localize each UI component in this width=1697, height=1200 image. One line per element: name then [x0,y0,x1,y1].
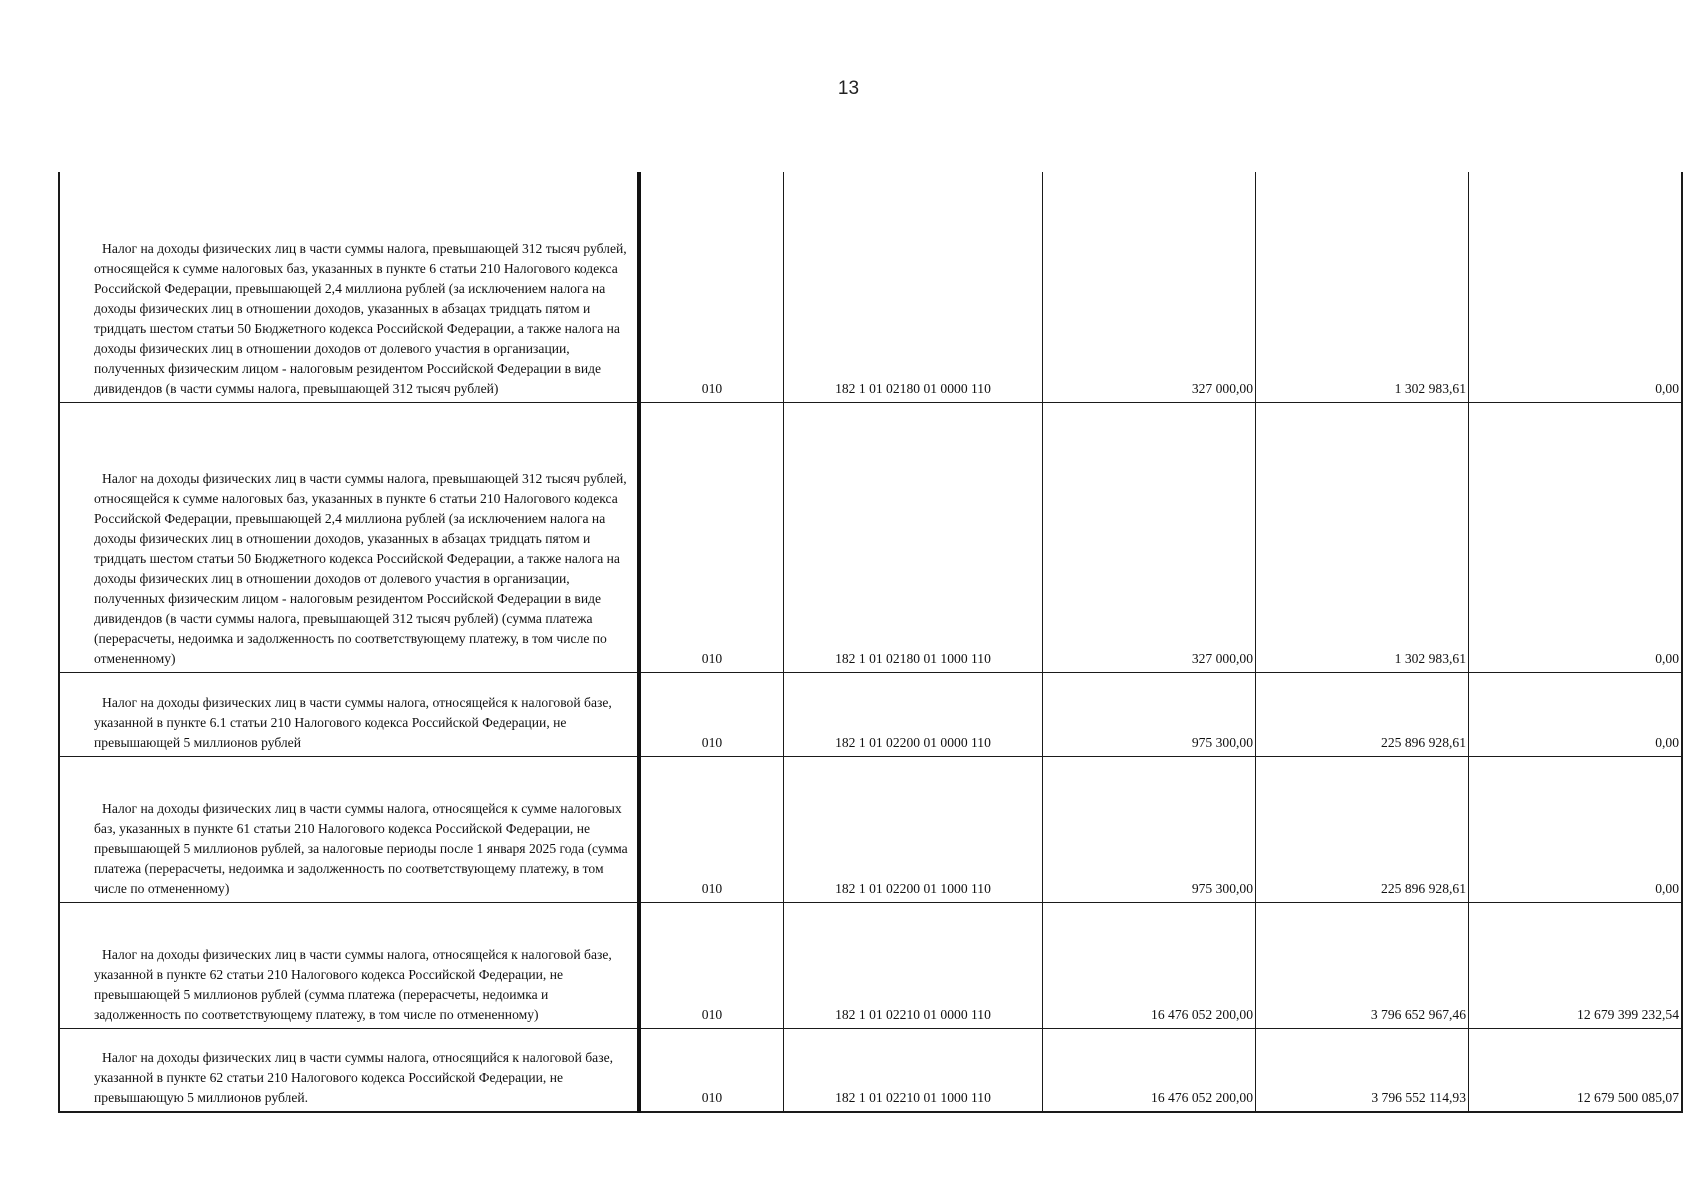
row-executed-amount: 225 896 928,61 [1256,672,1469,756]
table-row [59,672,1682,756]
row-description: Налог на доходы физических лиц в части суммы налога, относящейся к налоговой базе, указанной в пункте 6.1 статьи 210 Налогового кодекса Российской Федерации, не превышающей 5 миллионов рублей [59,672,639,756]
row-unexecuted-amount: 0,00 [1469,672,1683,756]
row-line-code: 010 [639,1028,784,1112]
row-executed-amount: 3 796 652 967,46 [1256,902,1469,1028]
row-executed-amount: 1 302 983,61 [1256,172,1469,402]
row-kbk-code: 182 1 01 02210 01 0000 110 [784,902,1043,1028]
revenue-table [58,172,1683,1113]
row-approved-amount: 16 476 052 200,00 [1043,902,1256,1028]
row-unexecuted-amount: 12 679 500 085,07 [1469,1028,1683,1112]
row-executed-amount: 225 896 928,61 [1256,756,1469,902]
row-approved-amount: 975 300,00 [1043,672,1256,756]
row-description: Налог на доходы физических лиц в части суммы налога, превышающей 312 тысяч рублей, относящейся к сумме налоговых баз, указанных в пункте 6 статьи 210 Налогового кодекса Российской Федерации, превышающей 2,4 миллиона рублей (за исключением налога на доходы физических лиц в отношении доходов, указанных в абзацах тридцать пятом и тридцать шестом статьи 50 Бюджетного кодекса Российской Федерации, а также налога на доходы физических лиц в отношении доходов от долевого участия в организации, полученных физическим лицом - налоговым резидентом Российской Федерации в виде дивидендов (в части суммы налога, превышающей 312 тысяч рублей) [59,172,639,402]
row-kbk-code: 182 1 01 02200 01 1000 110 [784,756,1043,902]
row-kbk-code: 182 1 01 02180 01 1000 110 [784,402,1043,672]
row-description: Налог на доходы физических лиц в части суммы налога, превышающей 312 тысяч рублей, относящейся к сумме налоговых баз, указанных в пункте 6 статьи 210 Налогового кодекса Российской Федерации, превышающей 2,4 миллиона рублей (за исключением налога на доходы физических лиц в отношении доходов, указанных в абзацах тридцать пятом и тридцать шестом статьи 50 Бюджетного кодекса Российской Федерации, а также налога на доходы физических лиц в отношении доходов от долевого участия в организации, полученных физическим лицом - налоговым резидентом Российской Федерации в виде дивидендов (в части суммы налога, превышающей 312 тысяч рублей) (сумма платежа (перерасчеты, недоимка и задолженность по соответствующему платежу, в том числе по отмененному) [59,402,639,672]
row-kbk-code: 182 1 01 02200 01 0000 110 [784,672,1043,756]
row-line-code: 010 [639,756,784,902]
row-line-code: 010 [639,902,784,1028]
row-approved-amount: 975 300,00 [1043,756,1256,902]
row-line-code: 010 [639,402,784,672]
row-executed-amount: 1 302 983,61 [1256,402,1469,672]
page-number: 13 [837,78,860,99]
table-row [59,756,1682,902]
row-description: Налог на доходы физических лиц в части суммы налога, относящийся к налоговой базе, указанной в пункте 62 статьи 210 Налогового кодекса Российской Федерации, не превышающую 5 миллионов рублей. [59,1028,639,1112]
row-line-code: 010 [639,172,784,402]
table-row [59,902,1682,1028]
row-approved-amount: 16 476 052 200,00 [1043,1028,1256,1112]
row-description: Налог на доходы физических лиц в части суммы налога, относящейся к налоговой базе, указанной в пункте 62 статьи 210 Налогового кодекса Российской Федерации, не превышающей 5 миллионов рублей (сумма платежа (перерасчеты, недоимка и задолженность по соответствующему платежу, в том числе по отмененному) [59,902,639,1028]
row-approved-amount: 327 000,00 [1043,172,1256,402]
row-executed-amount: 3 796 552 114,93 [1256,1028,1469,1112]
row-kbk-code: 182 1 01 02180 01 0000 110 [784,172,1043,402]
row-description: Налог на доходы физических лиц в части суммы налога, относящейся к сумме налоговых баз, указанных в пункте 61 статьи 210 Налогового кодекса Российской Федерации, не превышающей 5 миллионов рублей, за налоговые периоды после 1 января 2025 года (сумма платежа (перерасчеты, недоимка и задолженность по соответствующему платежу, в том числе по отмененному) [59,756,639,902]
row-line-code: 010 [639,672,784,756]
row-unexecuted-amount: 0,00 [1469,402,1683,672]
row-unexecuted-amount: 0,00 [1469,756,1683,902]
table-row [59,1028,1682,1112]
row-unexecuted-amount: 12 679 399 232,54 [1469,902,1683,1028]
row-unexecuted-amount: 0,00 [1469,172,1683,402]
table-row [59,402,1682,672]
row-approved-amount: 327 000,00 [1043,402,1256,672]
row-kbk-code: 182 1 01 02210 01 1000 110 [784,1028,1043,1112]
table-row [59,172,1682,402]
